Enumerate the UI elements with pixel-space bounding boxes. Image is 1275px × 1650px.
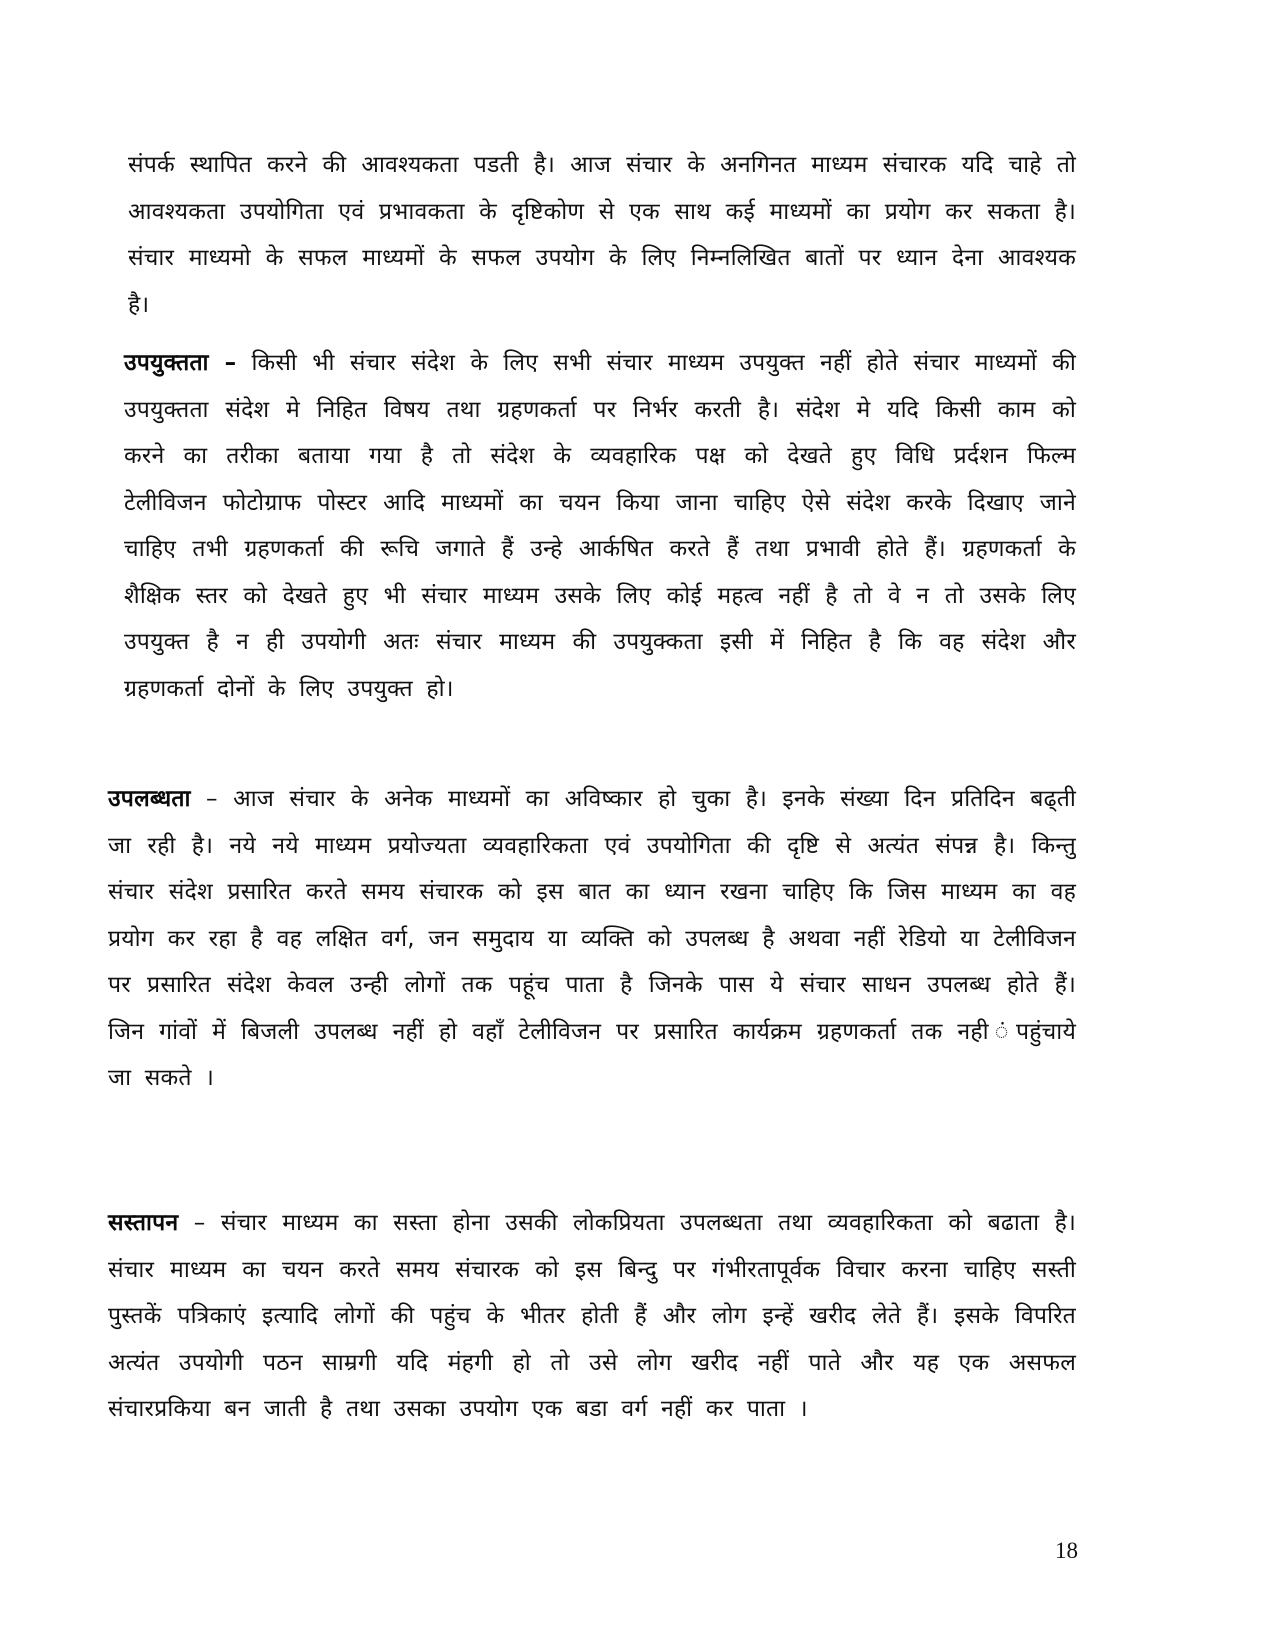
heading-sastapan: सस्तापन: [108, 1210, 179, 1236]
paragraph-intro: [128, 142, 1076, 328]
page-number: 18: [1055, 1538, 1078, 1563]
paragraph-intro-text: संपर्क स्थापित करने की आवश्यकता पडती है। आज संचार के अनगिनत माध्यम संचारक यदि चाहे तो आवश्यकता उपयोगिता एवं प्रभावकता के दृष्टिकोण से एक साथ कई माध्यमों का प्रयोग कर सकता है। संचार माध्यमो के सफल माध्यमों के सफल उपयोग के लिए निम्नलिखित बातों पर ध्यान देना आवश्यक है।: [128, 152, 1076, 318]
paragraph-sastapan: [108, 1200, 1076, 1433]
paragraph-sastapan-text: – संचार माध्यम का सस्ता होना उसकी लोकप्रियता उपलब्धता तथा व्यवहारिकता को बढाता है। संचार माध्यम का चयन करते समय संचारक को इस बिन्दु पर गंभीरतापूर्वक विचार करना चाहिए सस्ती पुस्तकें पत्रिकाएं इत्यादि लोगों की पहुंच के भीतर होती हैं और लोग इन्हें खरीद लेते हैं। इसके विपरित अत्यंत उपयोगी पठन साम्रगी यदि मंहगी हो तो उसे लोग खरीद नहीं पाते और यह एक असफल संचारप्रकिया बन जाती है तथा उसका उपयोग एक बडा वर्ग नहीं कर पाता ।: [108, 1210, 1076, 1422]
paragraph-upyuktata: [124, 340, 1076, 712]
heading-upyuktata: उपयुक्तता –: [124, 350, 237, 376]
paragraph-upyuktata-text: किसी भी संचार संदेश के लिए सभी संचार माध्यम उपयुक्त नहीं होते संचार माध्यमों की उपयुक्तता संदेश मे निहित विषय तथा ग्रहणकर्ता पर निर्भर करती है। संदेश मे यदि किसी काम को करने का तरीका बताया गया है तो संदेश के व्यवहारिक पक्ष को देखते हुए विधि प्रर्दशन फिल्म टेलीविजन फोटोग्राफ पोस्टर आदि माध्यमों का चयन किया जाना चाहिए ऐसे संदेश करके दिखाए जाने चाहिए तभी ग्रहणकर्ता की रूचि जगाते हैं उन्हे आर्कषित करते हैं तथा प्रभावी होते हैं। ग्रहणकर्ता के शैक्षिक स्तर को देखते हुए भी संचार माध्यम उसके लिए कोई महत्व नहीं है तो वे न तो उसके लिए उपयुक्त है न ही उपयोगी अतः संचार माध्यम की उपयुक्कता इसी में निहित है कि वह संदेश और ग्रहणकर्ता दोनों के लिए उपयुक्त हो।: [124, 350, 1077, 702]
paragraph-uplabdhata-text: – आज संचार के अनेक माध्यमों का अविष्कार हो चुका है। इनके संख्या दिन प्रतिदिन बढ्ती जा रही है। नये नये माध्यम प्रयोज्यता व्यवहारिकता एवं उपयोगिता की दृष्टि से अत्यंत संपन्न है। किन्तु संचार संदेश प्रसारित करते समय संचारक को इस बात का ध्यान रखना चाहिए कि जिस माध्यम का वह प्रयोग कर रहा है वह लक्षित वर्ग, जन समुदाय या व्यक्ति को उपलब्ध है अथवा नहीं रेडियो या टेलीविजन पर प्रसारित संदेश केवल उन्ही लोगों तक पहूंच पाता है जिनके पास ये संचार साधन उपलब्ध होते हैं। जिन गांवों में बिजली उपलब्ध नहीं हो वहाँ टेलीविजन पर प्रसारित कार्यक्रम ग्रहणकर्ता तक नही ंपहुंचाये जा सकते ।: [108, 786, 1076, 1091]
heading-uplabdhata: उपलब्धता: [108, 786, 191, 812]
paragraph-uplabdhata: [108, 776, 1076, 1102]
